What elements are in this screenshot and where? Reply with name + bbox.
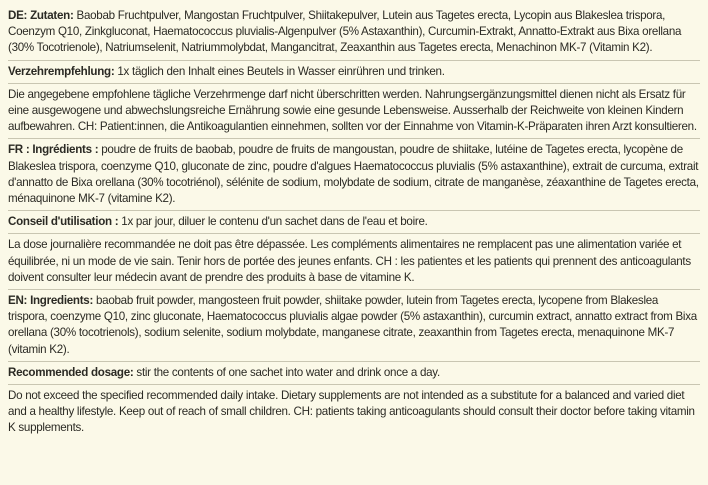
de-dosage-heading: Verzehrempfehlung: bbox=[8, 64, 115, 78]
en-ingredients-section bbox=[8, 293, 700, 362]
fr-dosage-section bbox=[8, 214, 700, 234]
de-dosage-text: 1x täglich den Inhalt eines Beutels in Wasser einrühren und trinken. bbox=[117, 64, 445, 78]
en-warning-section bbox=[8, 388, 700, 440]
en-ingredients-heading: EN: Ingredients: bbox=[8, 294, 94, 308]
en-dosage-heading: Recommended dosage: bbox=[8, 365, 134, 379]
de-ingredients-text: Baobab Fruchtpulver, Mangostan Fruchtpulver, Shiitakepulver, Lutein aus Tagetes erecta, Lycopin aus Blakeslea trispora, Coenzym Q10, Zinkgluconat, Haematococcus pluvialis-Algenpulver (5% Astaxanthin), Curcumin-Extrakt, Annatto-Extrakt aus Bixa orellana (30% Tocotrienole), Natriumselenit, Natriummolybdat, Mangancitrat, Zeaxanthin aus Tagetes erecta, Menachinon MK-7 (Vitamin K2). bbox=[8, 9, 682, 55]
fr-ingredients-text: poudre de fruits de baobab, poudre de fruits de mangoustan, poudre de shiitake, lutéine de Tagetes erecta, lycopène de Blakeslea trispora, coenzyme Q10, gluconate de zinc, poudre d'algues Haematococcus pluvialis (5% astaxanthine), extrait de curcuma, extrait d'annatto de Bixa orellana (30% tocotriénol), sélénite de sodium, molybdate de sodium, citrate de manganèse, zéaxanthine de Tagetes erecta, ménaquinone MK-7 (vitamine K2). bbox=[8, 143, 699, 206]
en-dosage-text: stir the contents of one sachet into water and drink once a day. bbox=[136, 365, 440, 379]
fr-ingredients-heading: FR : Ingrédients : bbox=[8, 143, 99, 157]
de-warning-text: Die angegebene empfohlene tägliche Verzehrmenge darf nicht überschritten werden. Nahrungsergänzungsmittel dienen nicht als Ersatz für eine ausgewogene und abwechslungsreiche Ernährung sowie eine gesunde Lebensweise. Ausserhalb der Reichweite von kleinen Kindern aufbewahren. CH: Patient:innen, die Antikoagulantien einnehmen, sollten vor der Einnahme von Vitamin-K-Präparaten ihren Arzt konsultieren. bbox=[8, 87, 697, 134]
de-warning-section bbox=[8, 87, 700, 140]
fr-ingredients-section bbox=[8, 142, 700, 211]
fr-warning-text: La dose journalière recommandée ne doit pas être dépassée. Les compléments alimentaires ne remplacent pas une alimentation variée et équilibrée, ni un mode de vie sain. Tenir hors de portée des jeunes enfants. CH : les patientes et les patients qui prennent des anticoagulants doivent consulter leur médecin avant de prendre des produits à base de vitamine K. bbox=[8, 238, 691, 284]
en-warning-text: Do not exceed the specified recommended daily intake. Dietary supplements are not intended as a substitute for a balanced and varied diet and a healthy lifestyle. Keep out of reach of small children. CH: patients taking anticoagulants should consult their doctor before taking vitamin K supplements. bbox=[8, 389, 695, 435]
en-dosage-section bbox=[8, 365, 700, 385]
de-ingredients-section bbox=[8, 8, 700, 61]
fr-dosage-text: 1x par jour, diluer le contenu d'un sachet dans de l'eau et boire. bbox=[121, 215, 428, 229]
de-ingredients-heading: DE: Zutaten: bbox=[8, 9, 74, 22]
fr-dosage-heading: Conseil d'utilisation : bbox=[8, 215, 119, 229]
de-dosage-section bbox=[8, 64, 700, 84]
en-ingredients-text: baobab fruit powder, mangosteen fruit powder, shiitake powder, lutein from Tagetes erecta, lycopene from Blakeslea trispora, coenzyme Q10, zinc gluconate, Haematococcus pluvialis algae powder (5% astaxanthin), curcumin extract, annatto extract from Bixa orellana (30% tocotrienols), sodium selenite, sodium molybdate, manganese citrate, zeaxanthin from Tagetes erecta, menaquinone MK-7 (vitamin K2). bbox=[8, 294, 697, 356]
fr-warning-section bbox=[8, 237, 700, 290]
